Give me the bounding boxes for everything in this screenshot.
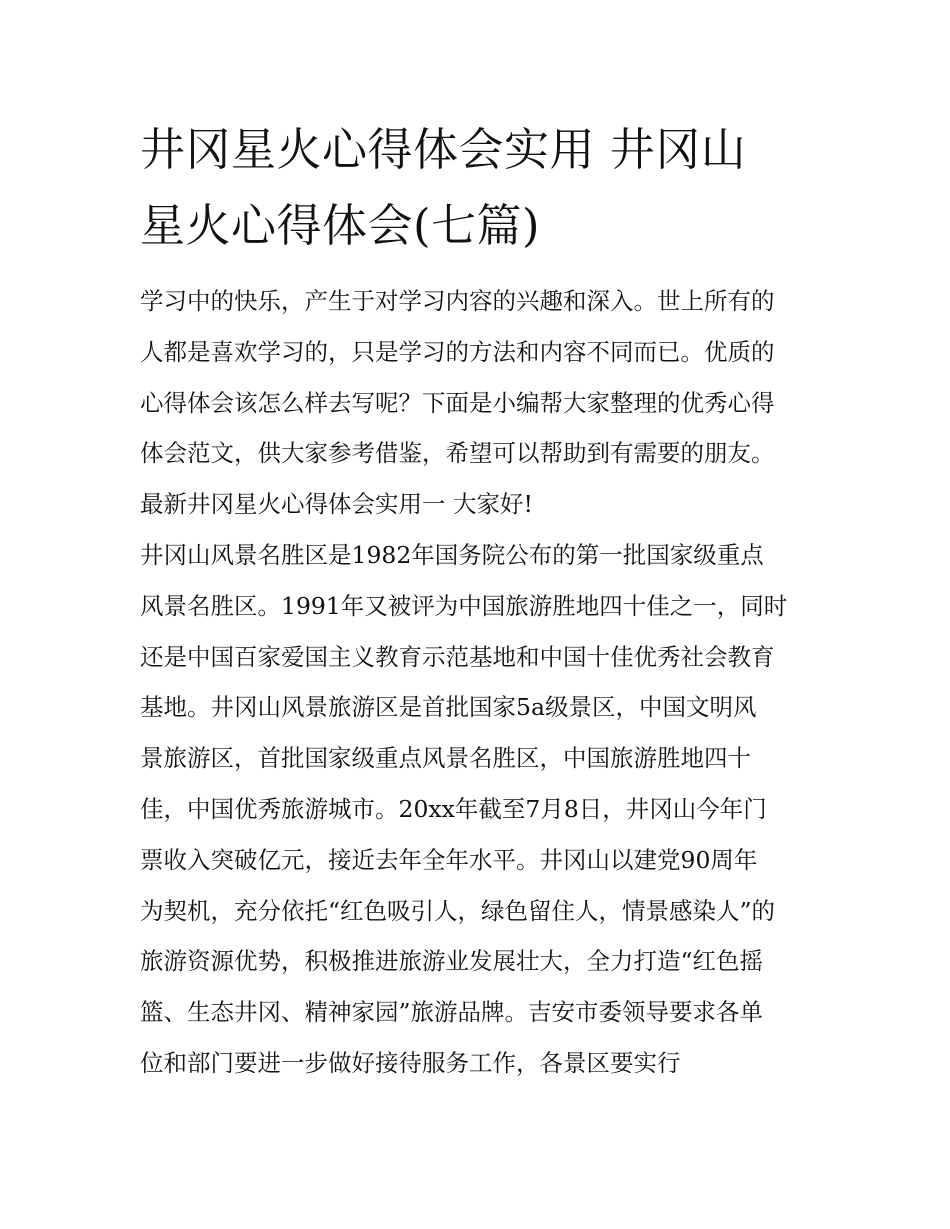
title-line-1: 井冈星火心得体会实用 井冈山 — [140, 123, 747, 176]
document-title — [140, 112, 820, 264]
body-line: 为契机，充分依托“红色吸引人，绿色留住人，情景感染人”的 — [140, 896, 776, 925]
body-line: 佳，中国优秀旅游城市。20xx年截至7月8日，井冈山今年门 — [140, 794, 767, 823]
body-line: 人都是喜欢学习的，只是学习的方法和内容不同而已。优质的 — [140, 337, 775, 366]
body-line: 基地。井冈山风景旅游区是首批国家5a级景区，中国文明风 — [140, 693, 757, 722]
body-line: 旅游资源优势，积极推进旅游业发展壮大，全力打造“红色摇 — [140, 947, 764, 976]
body-line: 风景名胜区。1991年又被评为中国旅游胜地四十佳之一，同时 — [140, 591, 788, 620]
body-line: 心得体会该怎么样去写呢？下面是小编帮大家整理的优秀心得 — [140, 388, 775, 417]
body-line: 位和部门要进一步做好接待服务工作，各景区要实行 — [140, 1048, 681, 1077]
title-line-2: 星火心得体会(七篇) — [140, 199, 541, 252]
body-line: 学习中的快乐，产生于对学习内容的兴趣和深入。世上所有的 — [140, 287, 775, 315]
body-line: 还是中国百家爱国主义教育示范基地和中国十佳优秀社会教育 — [140, 642, 775, 671]
body-line: 篮、生态井冈、精神家园”旅游品牌。吉安市委领导要求各单 — [140, 998, 764, 1027]
body-line: 最新井冈星火心得体会实用一 大家好! — [140, 490, 533, 519]
document-body — [140, 276, 820, 1089]
body-line: 票收入突破亿元，接近去年全年水平。井冈山以建党90周年 — [140, 845, 758, 874]
body-line: 景旅游区，首批国家级重点风景名胜区，中国旅游胜地四十 — [140, 744, 751, 773]
body-line: 体会范文，供大家参考借鉴，希望可以帮助到有需要的朋友。 — [140, 439, 775, 468]
body-line: 井冈山风景名胜区是1982年国务院公布的第一批国家级重点 — [140, 540, 764, 569]
